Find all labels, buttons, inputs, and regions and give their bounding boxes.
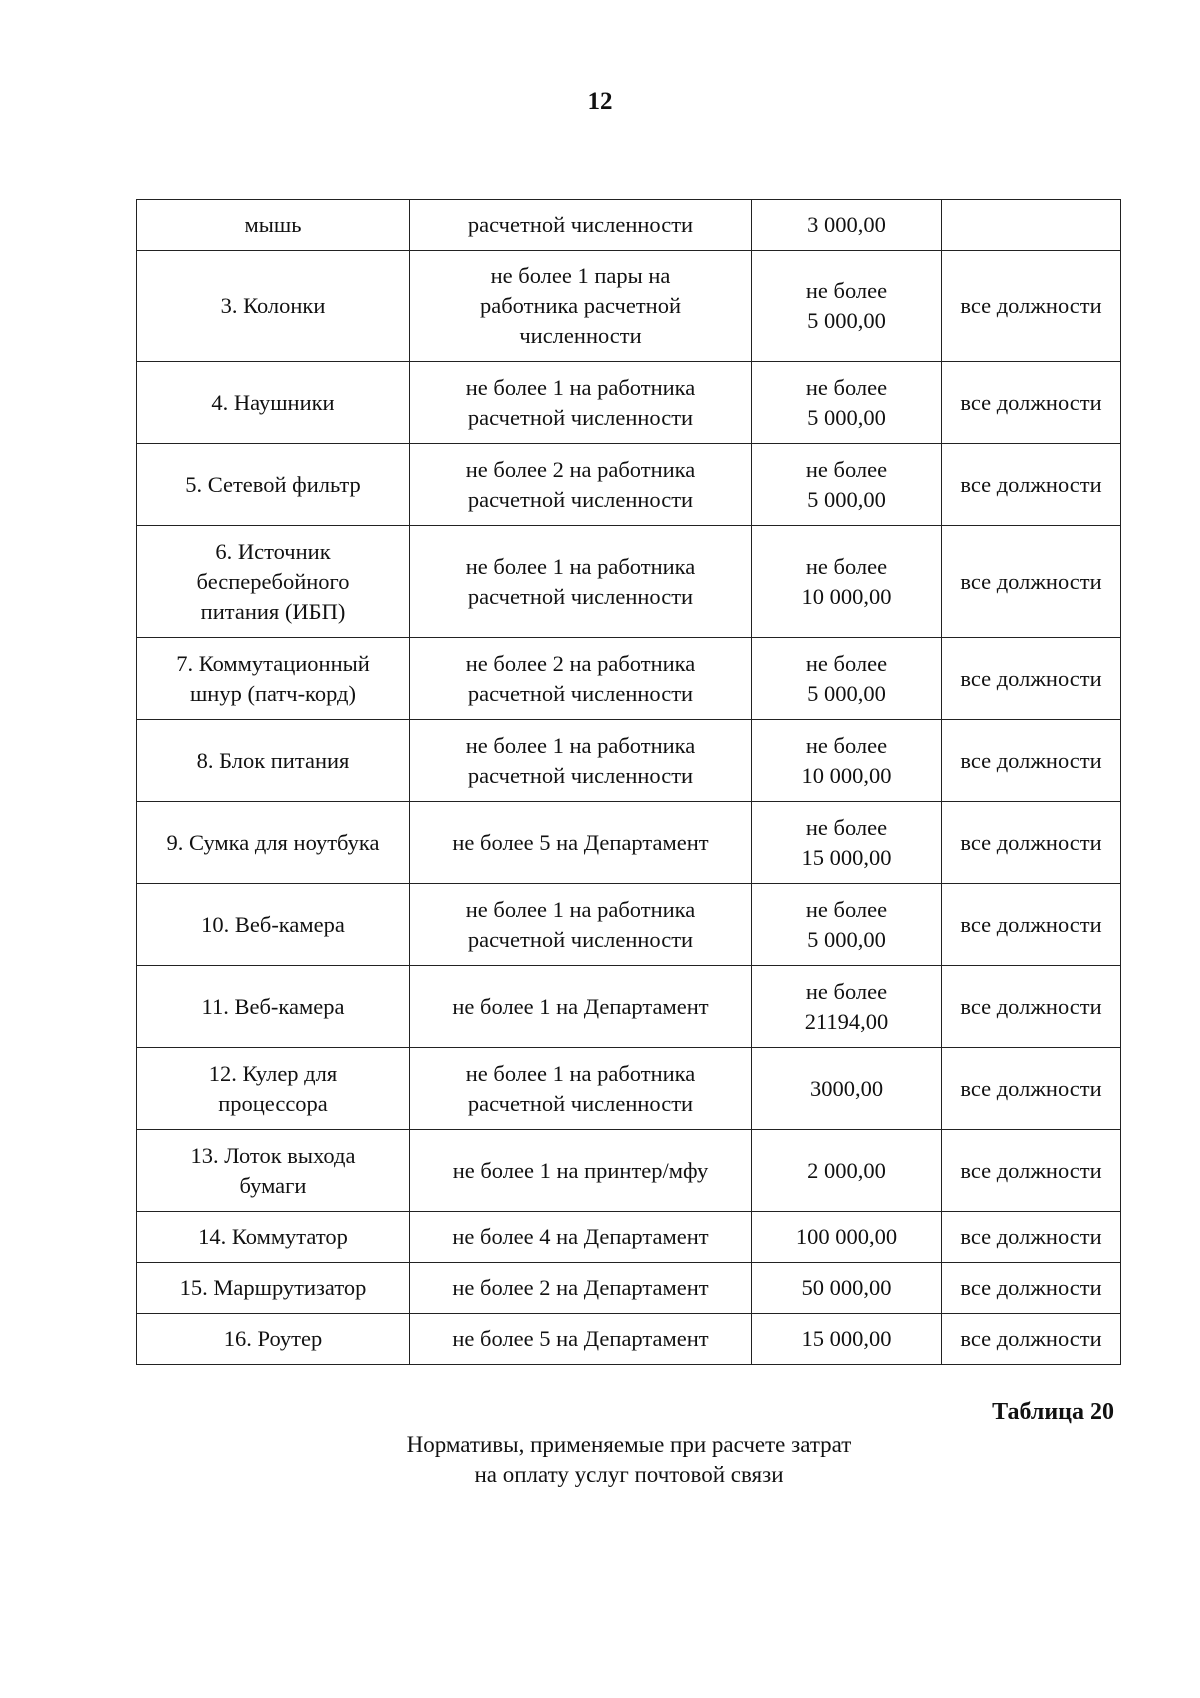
- table-row: [137, 200, 1121, 251]
- item-name-cell: 10. Веб-камера: [137, 884, 410, 966]
- item-name-cell: 8. Блок питания: [137, 720, 410, 802]
- position-cell: все должности: [942, 1048, 1121, 1130]
- price-cell: 15 000,00: [752, 1314, 942, 1365]
- quantity-cell: не более 1 на работника расчетной численности: [410, 526, 752, 638]
- quantity-cell: не более 5 на Департамент: [410, 802, 752, 884]
- norms-table: [136, 199, 1121, 1365]
- position-cell: все должности: [942, 251, 1121, 362]
- position-cell: все должности: [942, 884, 1121, 966]
- position-cell: все должности: [942, 526, 1121, 638]
- price-cell: не более 10 000,00: [752, 720, 942, 802]
- position-cell: все должности: [942, 720, 1121, 802]
- position-cell: все должности: [942, 1130, 1121, 1212]
- position-cell: все должности: [942, 1212, 1121, 1263]
- position-cell: все должности: [942, 638, 1121, 720]
- item-name-cell: 13. Лоток выхода бумаги: [137, 1130, 410, 1212]
- table-row: [137, 1048, 1121, 1130]
- position-cell: все должности: [942, 444, 1121, 526]
- item-name-cell: 3. Колонки: [137, 251, 410, 362]
- price-cell: не более 5 000,00: [752, 362, 942, 444]
- table-row: [137, 444, 1121, 526]
- table-row: [137, 1130, 1121, 1212]
- item-name-cell: 4. Наушники: [137, 362, 410, 444]
- table-row: [137, 884, 1121, 966]
- position-cell: все должности: [942, 966, 1121, 1048]
- position-cell: все должности: [942, 802, 1121, 884]
- quantity-cell: расчетной численности: [410, 200, 752, 251]
- item-name-cell: 14. Коммутатор: [137, 1212, 410, 1263]
- price-cell: 50 000,00: [752, 1263, 942, 1314]
- item-name-cell: 6. Источник бесперебойного питания (ИБП): [137, 526, 410, 638]
- quantity-cell: не более 1 на Департамент: [410, 966, 752, 1048]
- quantity-cell: не более 1 на работника расчетной численности: [410, 362, 752, 444]
- quantity-cell: не более 5 на Департамент: [410, 1314, 752, 1365]
- quantity-cell: не более 4 на Департамент: [410, 1212, 752, 1263]
- item-name-cell: мышь: [137, 200, 410, 251]
- item-name-cell: 11. Веб-камера: [137, 966, 410, 1048]
- table-row: [137, 966, 1121, 1048]
- table-row: [137, 720, 1121, 802]
- price-cell: не более 5 000,00: [752, 638, 942, 720]
- quantity-cell: не более 1 на работника расчетной численности: [410, 720, 752, 802]
- price-cell: не более 5 000,00: [752, 251, 942, 362]
- price-cell: не более 21194,00: [752, 966, 942, 1048]
- quantity-cell: не более 1 на работника расчетной численности: [410, 1048, 752, 1130]
- item-name-cell: 15. Маршрутизатор: [137, 1263, 410, 1314]
- table-row: [137, 362, 1121, 444]
- price-cell: 100 000,00: [752, 1212, 942, 1263]
- table-row: [137, 638, 1121, 720]
- table-row: [137, 802, 1121, 884]
- table-row: [137, 251, 1121, 362]
- item-name-cell: 12. Кулер для процессора: [137, 1048, 410, 1130]
- table-caption: Нормативы, применяемые при расчете затрат на оплату услуг почтовой связи: [406, 1432, 852, 1487]
- quantity-cell: не более 1 на принтер/мфу: [410, 1130, 752, 1212]
- table-row: [137, 1212, 1121, 1263]
- page-number: 12: [587, 88, 613, 115]
- price-cell: не более 5 000,00: [752, 444, 942, 526]
- price-cell: 2 000,00: [752, 1130, 942, 1212]
- item-name-cell: 7. Коммутационный шнур (патч-корд): [137, 638, 410, 720]
- table-row: [137, 1314, 1121, 1365]
- quantity-cell: не более 1 на работника расчетной численности: [410, 884, 752, 966]
- quantity-cell: не более 2 на Департамент: [410, 1263, 752, 1314]
- item-name-cell: 9. Сумка для ноутбука: [137, 802, 410, 884]
- price-cell: не более 10 000,00: [752, 526, 942, 638]
- quantity-cell: не более 1 пары на работника расчетной численности: [410, 251, 752, 362]
- quantity-cell: не более 2 на работника расчетной численности: [410, 638, 752, 720]
- position-cell: все должности: [942, 362, 1121, 444]
- position-cell: все должности: [942, 1263, 1121, 1314]
- item-name-cell: 16. Роутер: [137, 1314, 410, 1365]
- table-row: [137, 1263, 1121, 1314]
- table-number: Таблица 20: [992, 1399, 1114, 1425]
- table-row: [137, 526, 1121, 638]
- item-name-cell: 5. Сетевой фильтр: [137, 444, 410, 526]
- position-cell: [942, 200, 1121, 251]
- price-cell: 3000,00: [752, 1048, 942, 1130]
- quantity-cell: не более 2 на работника расчетной численности: [410, 444, 752, 526]
- price-cell: не более 15 000,00: [752, 802, 942, 884]
- price-cell: 3 000,00: [752, 200, 942, 251]
- price-cell: не более 5 000,00: [752, 884, 942, 966]
- position-cell: все должности: [942, 1314, 1121, 1365]
